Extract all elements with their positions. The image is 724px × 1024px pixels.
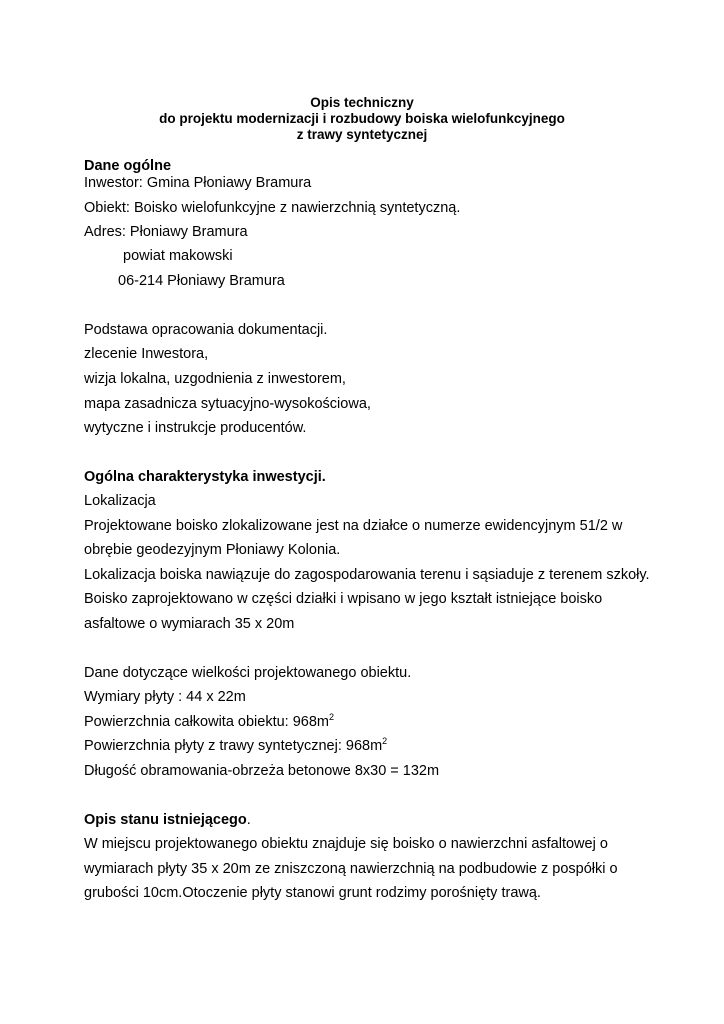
location-paragraph-line: Boisko zaprojektowano w części działki i wpisano w jego kształt istniejące boisko	[84, 591, 603, 607]
section-heading-general: Dane ogólne	[84, 158, 172, 174]
plate-dimensions: Wymiary płyty : 44 x 22m	[84, 689, 246, 705]
grass-area	[84, 738, 387, 755]
doc-subtitle-line2: z trawy syntetycznej	[296, 127, 428, 142]
border-length: Długość obramowania-obrzeża betonowe 8x30 = 132m	[84, 763, 440, 779]
grass-area-superscript: 2	[382, 736, 388, 746]
subheading-location: Lokalizacja	[84, 493, 156, 509]
doc-subtitle-line1: do projektu modernizacji i rozbudowy boiska wielofunkcyjnego	[159, 111, 565, 126]
total-area-text: Powierzchnia całkowita obiektu: 968m	[84, 714, 330, 730]
object-line: Obiekt: Boisko wielofunkcyjne z nawierzchnią syntetyczną.	[84, 200, 461, 216]
address-county: powiat makowski	[123, 248, 233, 264]
basis-item: wytyczne i instrukcje producentów.	[84, 420, 307, 436]
section-heading-characteristics: Ogólna charakterystyka inwestycji.	[84, 469, 326, 485]
grass-area-text: Powierzchnia płyty z trawy syntetycznej: 968m	[84, 738, 383, 754]
existing-heading-text: Opis stanu istniejącego	[84, 812, 247, 828]
location-paragraph-line: asfaltowe o wymiarach 35 x 20m	[84, 616, 295, 632]
location-paragraph-line: obrębie geodezyjnym Płoniawy Kolonia.	[84, 542, 341, 558]
existing-paragraph-line: grubości 10cm.Otoczenie płyty stanowi grunt rodzimy porośnięty trawą.	[84, 885, 541, 901]
existing-paragraph-line: W miejscu projektowanego obiektu znajduje się boisko o nawierzchni asfaltowej o	[84, 836, 608, 852]
location-paragraph-line: Lokalizacja boiska nawiązuje do zagospodarowania terenu i sąsiaduje z terenem szkoły.	[84, 567, 650, 583]
address-line: Adres: Płoniawy Bramura	[84, 224, 248, 240]
location-paragraph-line: Projektowane boisko zlokalizowane jest na działce o numerze ewidencyjnym 51/2 w	[84, 518, 623, 534]
basis-item: zlecenie Inwestora,	[84, 346, 209, 362]
total-area	[84, 714, 334, 731]
doc-title: Opis techniczny	[310, 95, 414, 110]
total-area-superscript: 2	[329, 712, 335, 722]
section-heading-existing	[84, 812, 251, 829]
address-postal: 06-214 Płoniawy Bramura	[118, 273, 285, 289]
basis-item: mapa zasadnicza sytuacyjno-wysokościowa,	[84, 396, 371, 412]
section-heading-basis: Podstawa opracowania dokumentacji.	[84, 322, 328, 338]
existing-heading-dot: .	[246, 812, 251, 828]
existing-paragraph-line: wymiarach płyty 35 x 20m ze zniszczoną nawierzchnią na podbudowie z pospółki o	[84, 861, 618, 877]
section-heading-dimensions: Dane dotyczące wielkości projektowanego obiektu.	[84, 665, 412, 681]
basis-item: wizja lokalna, uzgodnienia z inwestorem,	[84, 371, 346, 387]
investor-line: Inwestor: Gmina Płoniawy Bramura	[84, 175, 312, 191]
